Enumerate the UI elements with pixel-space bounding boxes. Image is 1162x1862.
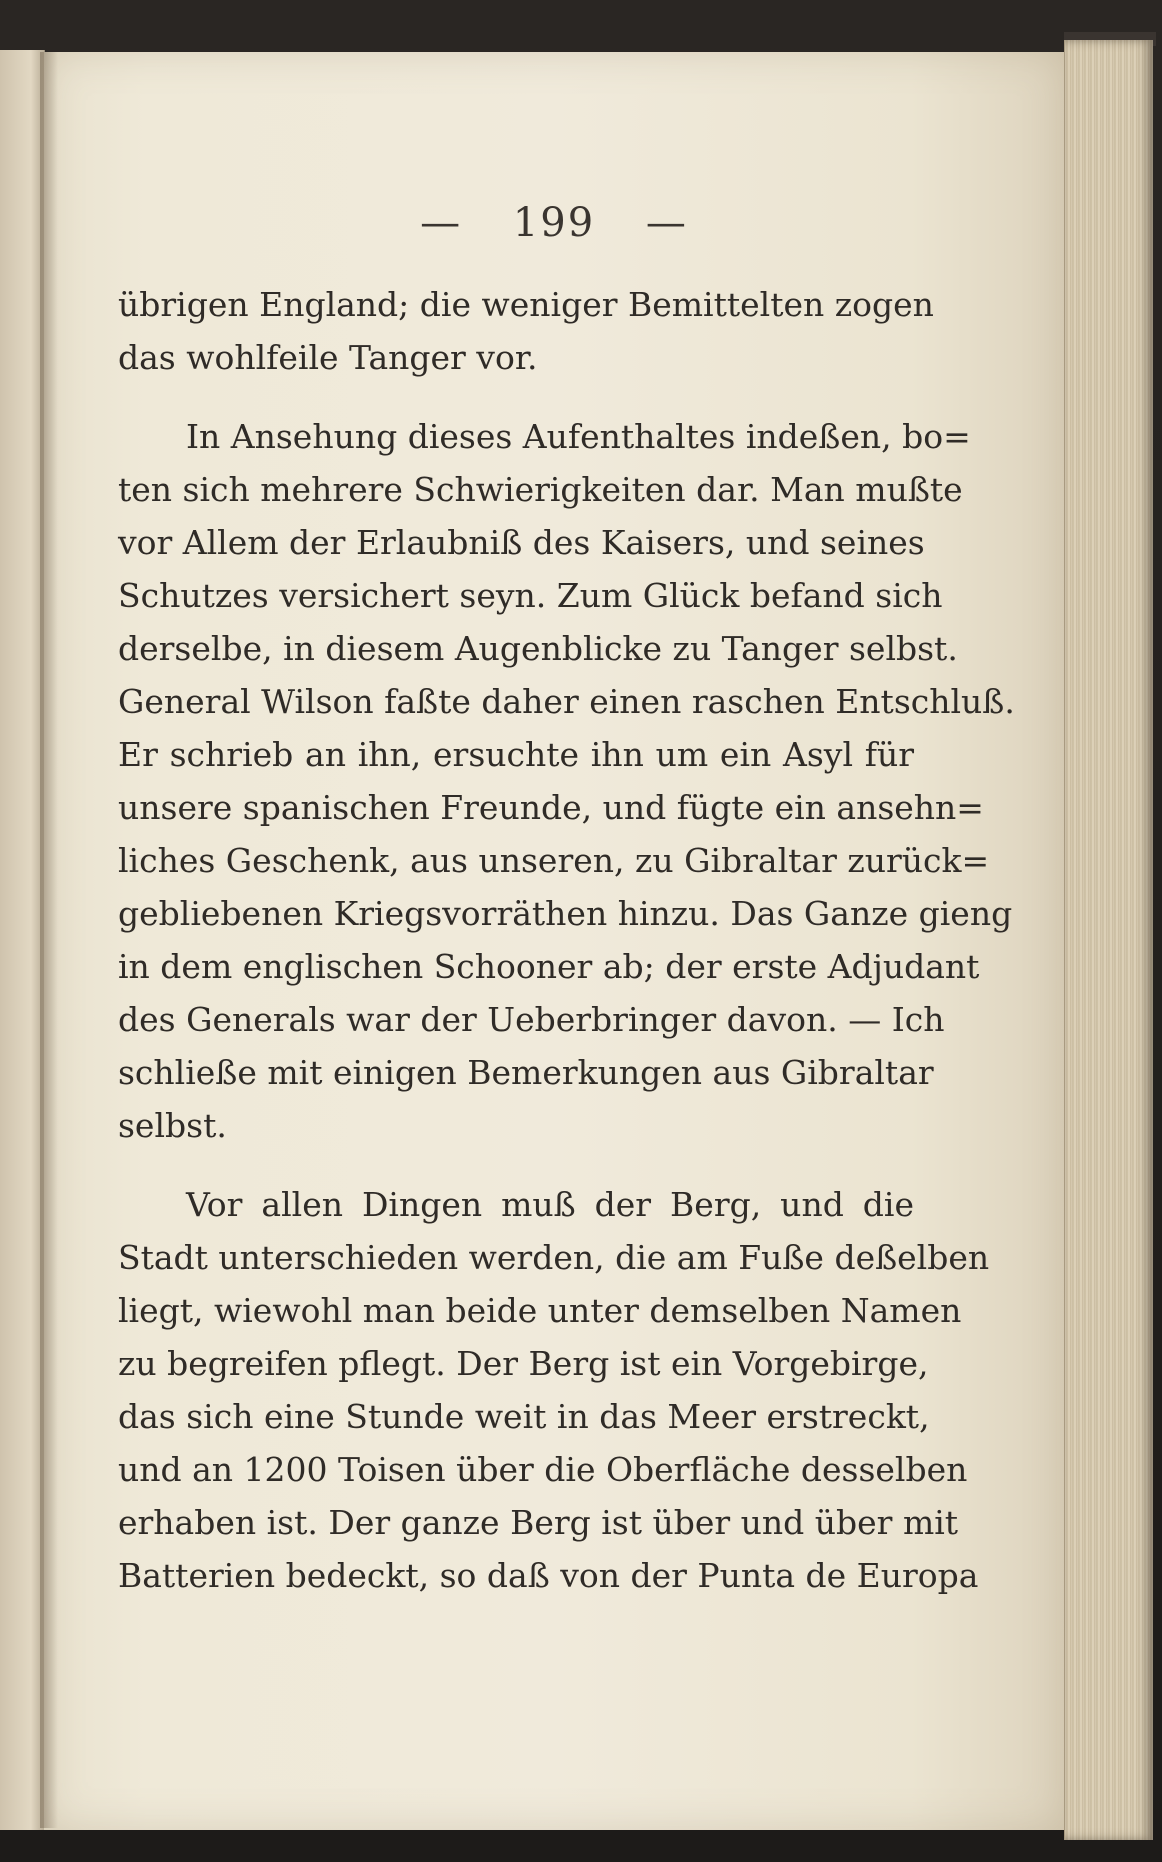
text-line: liches Geschenk, aus unseren, zu Gibraltar zurück=	[118, 841, 990, 880]
header-dash-right: —	[645, 200, 688, 246]
text-line: Stadt unterschieden werden, die am Fuße deßelben	[118, 1238, 990, 1277]
text-line: derselbe, in diesem Augenblicke zu Tanger selbst.	[118, 629, 958, 668]
text-line: vor Allem der Erlaubniß des Kaisers, und seines	[118, 523, 925, 562]
text-line: des Generals war der Ueberbringer davon. — Ich	[118, 1000, 945, 1039]
paragraph-gap	[118, 1152, 914, 1178]
text-line: Batterien bedeckt, so daß von der Punta de Europa	[118, 1556, 979, 1595]
page-header	[44, 200, 1064, 246]
text-line: unsere spanischen Freunde, und fügte ein ansehn=	[118, 788, 984, 827]
text-line: zu begreifen pflegt. Der Berg ist ein Vorgebirge,	[118, 1344, 929, 1383]
text-line: in dem englischen Schooner ab; der erste Adjudant	[118, 947, 980, 986]
text-line: liegt, wiewohl man beide unter demselben Namen	[118, 1291, 962, 1330]
text-line: schließe mit einigen Bemerkungen aus Gibraltar	[118, 1053, 934, 1092]
left-page-edge	[0, 50, 45, 1830]
text-line: Vor allen Dingen muß der Berg, und die	[186, 1185, 914, 1224]
text-line: übrigen England; die weniger Bemittelten zogen	[118, 285, 934, 324]
header-dash-left: —	[420, 200, 463, 246]
text-line: das wohlfeile Tanger vor.	[118, 338, 538, 377]
text-line: erhaben ist. Der ganze Berg ist über und über mit	[118, 1503, 959, 1542]
page-gutter	[40, 52, 58, 1828]
paragraph-gap	[118, 384, 914, 410]
text-line: selbst.	[118, 1106, 227, 1145]
text-line: ten sich mehrere Schwierigkeiten dar. Man mußte	[118, 470, 963, 509]
page-number: 199	[512, 200, 596, 246]
text-line: Er schrieb an ihn, ersuchte ihn um ein Asyl für	[118, 735, 914, 774]
text-line: und an 1200 Toisen über die Oberfläche desselben	[118, 1450, 968, 1489]
page-stack-edges	[1064, 40, 1153, 1840]
page-body-text	[118, 278, 1015, 1602]
text-line: General Wilson faßte daher einen raschen Entschluß.	[118, 682, 1015, 721]
text-line: Schutzes versichert seyn. Zum Glück befand sich	[118, 576, 943, 615]
text-line: In Ansehung dieses Aufenthaltes indeßen, bo=	[186, 417, 971, 456]
text-line: das sich eine Stunde weit in das Meer erstreckt,	[118, 1397, 930, 1436]
text-line: gebliebenen Kriegsvorräthen hinzu. Das Ganze gieng	[118, 894, 1013, 933]
